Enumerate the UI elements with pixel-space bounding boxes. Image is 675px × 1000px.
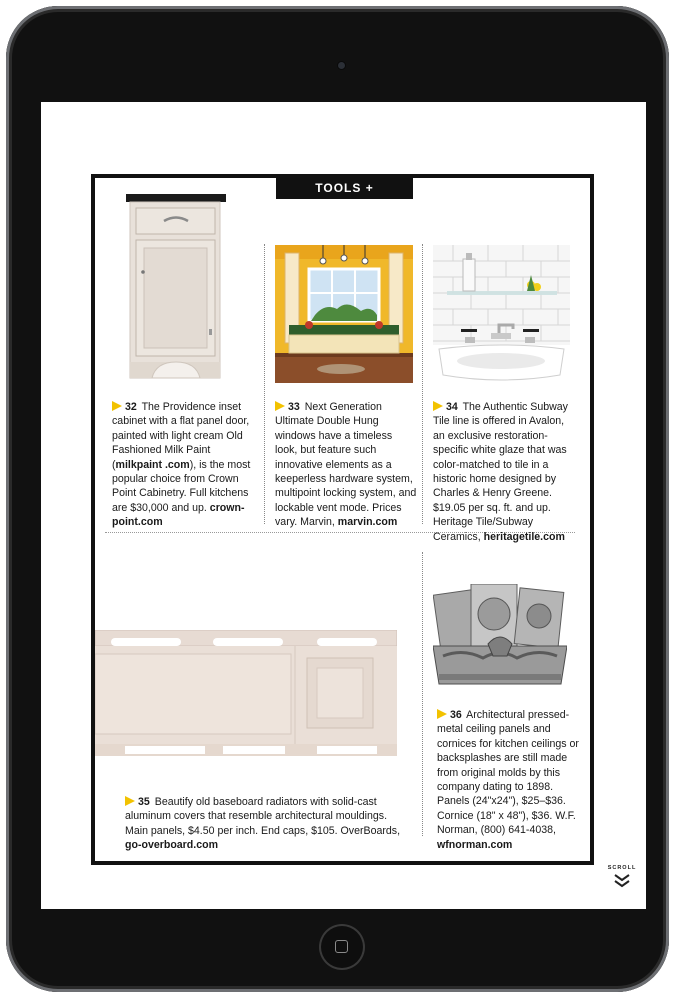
front-camera [338, 62, 345, 69]
arrow-icon [112, 401, 122, 411]
baseboard-radiator-cover-image [95, 630, 397, 764]
item-32-caption [112, 400, 257, 530]
pressed-metal-panels-image [433, 584, 567, 688]
item-description: The Authentic Subway Tile line is offered in Avalon, an exclusive restoration-specific white glaze that was color-matched to tile in a historic home designed by Charles & Henry Greene. $19.05 per sq. ft. and up. Heritage Tile/Subway Ceramics, [433, 401, 568, 543]
go-overboard-link[interactable]: go-overboard.com [125, 839, 219, 852]
chevron-down-icon [613, 873, 631, 889]
yellow-window-seat-room-image [275, 245, 413, 383]
section-title: TOOLS + MATERIALS [276, 177, 413, 199]
subway-tile-sink-image [433, 245, 570, 383]
scroll-label: SCROLL [607, 865, 637, 871]
marvin-link[interactable]: marvin.com [337, 516, 398, 529]
item-36-caption [437, 708, 579, 852]
arrow-icon [437, 709, 447, 719]
item-description: Beautify old baseboard radiators with solid-cast aluminum covers that resemble architectural mouldings. Main panels, $4.50 per inch. End caps, $105. OverBoards, [125, 796, 401, 837]
crown-point-link[interactable]: crown-point.com [112, 501, 245, 529]
tablet-device [6, 6, 669, 992]
item-34-caption [433, 400, 575, 544]
home-square-icon [335, 940, 348, 953]
column-divider [264, 244, 265, 524]
arrow-icon [125, 796, 135, 806]
item-number: 33 [288, 401, 300, 413]
item-description-cont: ), is the most popular choice from Crown Point Cabinetry. Full kitchens are $30,000 and up. [112, 458, 251, 514]
home-button[interactable] [319, 924, 365, 970]
item-description: Architectural pressed-metal ceiling panels and cornices for kitchen ceilings or backsplashes are still made from original molds by this company dating to 1898. Panels (24"x24"), $25–$36. Cornice (18" x 48"), $36. W.F. Norman, (800) 641-4038, [437, 709, 579, 837]
heritagetile-link[interactable]: heritagetile.com [483, 530, 565, 543]
wfnorman-link[interactable]: wfnorman.com [437, 838, 513, 851]
item-description: Next Generation Ultimate Double Hung windows have a timeless look, but feature such innovative elements as a keeperless hardware system, multipoint locking system, and lockable vent mode. Prices vary. Marvin, [275, 401, 417, 529]
inset-cabinet-image [126, 194, 226, 386]
item-number: 35 [138, 796, 150, 808]
milkpaint-link[interactable]: milkpaint .com [115, 458, 190, 471]
item-33-caption [275, 400, 417, 530]
column-divider [422, 244, 423, 524]
item-number: 34 [446, 401, 458, 413]
arrow-icon [275, 401, 285, 411]
item-35-caption [125, 795, 411, 853]
column-divider [422, 552, 423, 836]
magazine-page [41, 102, 646, 909]
scroll-indicator[interactable] [607, 865, 637, 894]
item-number: 36 [450, 709, 462, 721]
item-description: The Providence inset cabinet with a flat panel door, painted with light cream Old Fashioned Milk Paint ( [112, 401, 250, 471]
arrow-icon [433, 401, 443, 411]
item-number: 32 [125, 401, 137, 413]
